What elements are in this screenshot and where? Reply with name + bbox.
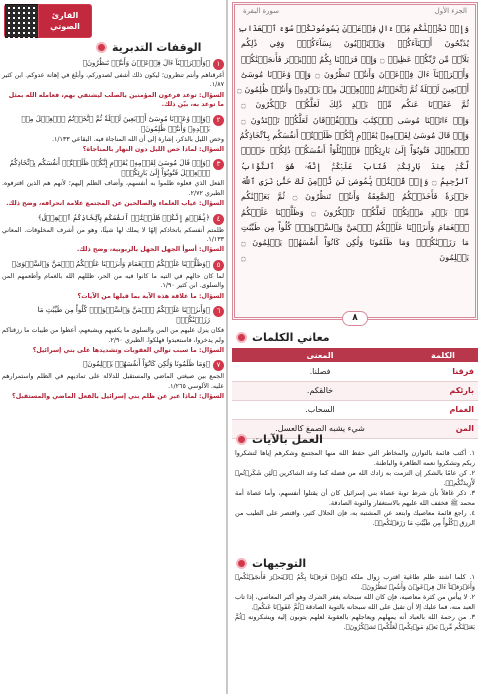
verse-text: ﴿وَأَنزَلۡنَا عَلَيۡكُمُ ٱلۡمَنَّ وَٱلسَّلۡوَىٰۖ كُلُواْ مِن طَيِّبَٰتِ مَا رَزَقۡنَٰكُمۡ﴾ [37, 306, 210, 325]
verse-row [2, 213, 224, 225]
meanings-table [232, 348, 478, 439]
mushaf-line: ٱلۡغَمَامَ وَأَنزَلۡنَا عَلَيۡكُمُ ٱلۡمَنَّ وَٱلسَّلۡوَىٰۖ كُلُواْ مِن طَيِّبَٰتِ [241, 221, 469, 232]
mushaf-line: أَرۡبَعِينَ لَيۡلَةٗ ثُمَّ ٱتَّخَذۡتُمُ ٱلۡعِجۡلَ مِنۢ بَعۡدِهِۦ وَأَنتُمۡ ظَٰلِمُونَ ۝ [237, 84, 469, 95]
meaning-cell: فصلنا. [232, 362, 408, 381]
mushaf-line: وَإِذۡ ءَاتَيۡنَا مُوسَى ٱلۡكِتَٰبَ وَٱلۡفُرۡقَانَ لَعَلَّكُمۡ تَهۡتَدُونَ ۝ [241, 114, 469, 125]
list-item [2, 213, 224, 255]
mushaf-page-header [243, 7, 467, 19]
verse-row [2, 305, 224, 325]
verse-text: ﴿وَظَلَّلۡنَا عَلَيۡكُمُ ٱلۡغَمَامَ وَأَنزَلۡنَا عَلَيۡكُمُ ٱلۡمَنَّ وَٱلسَّلۡوَىٰ﴾ [11, 259, 210, 268]
word-cell: الغمام [408, 400, 478, 419]
table-header-row [232, 348, 478, 362]
meaning-cell: شيء يشبه الصمغ كالعسل. [232, 419, 408, 438]
work-paragraph: ٢. كن عامًا بالشكر إن التزمت به زادك الله من فضله كما وعد الشاكرين ﴿لَئِن شَكَرۡتُمۡ لَأَزِيدَنَّكُمۡ﴾. [235, 469, 475, 487]
work-paragraph: ٤. راجع قائمة معاصيك وابتعد عن المشتبه به، فإن الحلال كثير، واقتصر على الطيب من الرزق ﴿كُلُواْ مِن طَيِّبَٰتِ مَا رَزَقۡنَٰكُمۡ﴾. [235, 509, 475, 527]
work-heading [232, 430, 478, 448]
verse-text: ﴿وَإِذۡ وَٰعَدۡنَا مُوسَىٰٓ أَرۡبَعِينَ لَيۡلَةٗ ثُمَّ ٱتَّخَذۡتُمُ ٱلۡعِجۡلَ مِنۢ بَعۡدِهِۦ وَأَنتُمۡ ظَٰلِمُونَ﴾ [21, 114, 210, 133]
heading-bullet-icon [236, 434, 247, 445]
mushaf-page [232, 2, 478, 323]
col-header-meaning: المعنى [232, 348, 408, 362]
commentary-text: الفعل الذي فعلوه ظلموا به أنفسهم، وأضاف الظلم إليهم؛ لأنهم هم الذين اقترفوه. الطبري ٢/٧٢. [2, 180, 224, 197]
heading-bullet-icon [236, 558, 247, 569]
guide-section [232, 554, 478, 632]
item-number-badge: ٧ [213, 360, 224, 371]
mushaf-line: مِّنۢ بَعۡدِ مَوۡتِكُمۡ لَعَلَّكُمۡ تَشۡكُرُونَ ۝ وَظَلَّلۡنَا عَلَيۡكُمُ [241, 206, 469, 217]
work-paragraph: ١. أكتب قائمة بالتوازن والمخاطر التي حفظ الله منها المجتمع وشكرهم إياها لتشكروا ربكم وتشكروا نعمه الظاهرة والباطنة. [235, 449, 475, 467]
mushaf-line: يُذَبِّحُونَ أَبۡنَآءَكُمۡ وَيَسۡتَحۡيُونَ نِسَآءَكُمۡۚ وَفِي ذَٰلِكُم [241, 38, 469, 49]
item-number-badge: ٢ [213, 115, 224, 126]
verse-row [2, 114, 224, 134]
heading-bullet-icon [236, 332, 247, 343]
meaning-cell: السحاب. [232, 400, 408, 419]
mushaf-lines [237, 21, 470, 266]
list-item [2, 158, 224, 208]
audio-reader-qr[interactable] [4, 4, 92, 38]
item-number-badge: ١ [213, 59, 224, 70]
meaning-cell: خالقكم. [232, 381, 408, 400]
list-item [2, 305, 224, 355]
juz-label: الجزء الأول [434, 7, 467, 15]
word-cell: فرقنا [408, 362, 478, 381]
mushaf-line: يَظۡلِمُونَ ۝ [241, 252, 469, 263]
meanings-title: معاني الكلمات [252, 330, 330, 344]
verse-text: ﴿وَأَغۡرَقۡنَآ ءَالَ فِرۡعَوۡنَ وَأَنتُمۡ تَنظُرُونَ﴾ [82, 59, 210, 67]
item-number-badge: ٤ [213, 214, 224, 225]
stops-title: الوقفات التدبرية [112, 40, 202, 54]
left-column [0, 0, 226, 694]
stops-heading [92, 38, 222, 56]
mushaf-line: جَهۡرَةٗ فَأَخَذَتۡكُمُ ٱلصَّٰعِقَةُ وَأَنتُمۡ تَنظُرُونَ ۝ ثُمَّ بَعَثۡنَٰكُم [241, 191, 469, 202]
guide-paragraph: ١. كلما اشتد ظلم طاغية اقترب زوال ملكه ﴿وَإِذۡ فَرَقۡنَا بِكُمُ ٱلۡبَحۡرَ فَأَنجَيۡنَٰكُمۡ وَأَغۡرَقۡنَآ ءَالَ فِرۡعَوۡنَ وَأَنتُمۡ تَنظُرُونَ﴾. [235, 573, 475, 591]
question-text: السؤال: لماذا خص الليل دون النهار بالمناجاة؟ [82, 146, 224, 154]
table-row [232, 362, 478, 381]
mushaf-line: لَّكُمۡ عِندَ بَارِئِكُمۡ فَتَابَ عَلَيۡكُمۡۚ إِنَّهُۥ هُوَ ٱلتَّوَّابُ [241, 160, 469, 171]
word-cell: بارئكم [408, 381, 478, 400]
table-row [232, 381, 478, 400]
col-header-word: الكلمة [408, 348, 478, 362]
commentary-text: لما كان حالهم في التيه ما كانوا فيه من الحر، ظللهم الله بالغمام وأطعمهم المن والسلوى. ابن كثير ١/٩٠. [2, 272, 224, 290]
question-text: السؤال: لماذا عبر عن ظلم بني إسرائيل بالفعل الماضي والمستقبل؟ [12, 393, 224, 401]
item-number-badge: ٦ [213, 306, 224, 317]
question-text: السؤال: ما علاقة هذه الآية بما قبلها من الآيات؟ [77, 292, 224, 300]
item-number-badge: ٥ [213, 260, 224, 271]
mushaf-line: بَلَآءٞ مِّن رَّبِّكُمۡ عَظِيمٞ ۝ وَإِذۡ فَرَقۡنَا بِكُمُ ٱلۡبَحۡرَ فَأَنجَيۡنَٰكُمۡ [241, 53, 469, 64]
work-section [232, 430, 478, 528]
commentary-text: وخص الليل بالذكر، إشارة إلى أن الله المناجاة فيه. البقاعي ١/١٣٣. [51, 135, 224, 143]
verse-row [2, 259, 224, 271]
guide-heading [232, 554, 478, 572]
guide-paragraphs [232, 572, 478, 632]
verse-row [2, 58, 224, 70]
commentary-text: الجمع بين صيغتي الماضي والمستقبل للدلالة على تماديهم في الظلم واستمرارهم عليه. الألوسي ١/٢٦٥. [2, 373, 224, 390]
verse-text: ﴿وَإِذۡ قَالَ مُوسَىٰ لِقَوۡمِهِۦ يَٰقَوۡمِ إِنَّكُمۡ ظَلَمۡتُمۡ أَنفُسَكُم بِٱتِّخَاذِكُمُ ٱلۡعِجۡلَ فَتُوبُوٓاْ إِلَىٰ بَارِئِكُمۡ﴾ [9, 159, 210, 178]
mushaf-line: مَا رَزَقۡنَٰكُمۡۚ وَمَا ظَلَمُونَا وَلَٰكِن كَانُوٓاْ أَنفُسَهُمۡ يَظۡلِمُونَ ۝ [241, 237, 469, 248]
qr-code-icon[interactable] [5, 4, 39, 38]
verse-text: ﴿وَمَا ظَلَمُونَا وَلَٰكِن كَانُوٓاْ أَنفُسَهُمۡ يَظۡلِمُونَ﴾ [83, 360, 210, 369]
mushaf-line: ٱلرَّحِيمُ ۝ وَإِذۡ قُلۡتُمۡ يَٰمُوسَىٰ لَن نُّؤۡمِنَ لَكَ حَتَّىٰ نَرَى ٱللَّهَ [241, 175, 470, 186]
work-paragraph: ٣. ذكر غافلاً بأن شرط توبة عصاة بني إسرائيل كان أن يقتلوا أنفسهم، وأما عصاة أمة محمد ﷺ فخفف الله عليهم بالاستغفار والتوبة الصادقة. [235, 489, 475, 507]
commentary-text: فكان ينزل عليهم من المن والسلوى ما يكفيهم ويشبعهم، أعطوا من طيبات ما رزقناكم ولم يدخروا، فاستعبدوا فهلكوا. الطبري ٢/٩٠. [2, 327, 224, 344]
work-title: العمل بالآيات [252, 432, 323, 446]
work-paragraphs [232, 448, 478, 528]
list-item [2, 114, 224, 155]
question-text: السؤال: غياب العلماء والصالحين عن المجتمع علامة انحرافه، وضح ذلك. [6, 200, 224, 208]
sura-label: سورة البقرة [243, 7, 280, 15]
question-text: السؤال: ما سبب توالي العقوبات وتشديدها على بني إسرائيل؟ [32, 346, 224, 354]
heading-bullet-icon [96, 42, 107, 53]
item-number-badge: ٣ [213, 159, 224, 170]
stops-list [2, 58, 224, 692]
mushaf-line: وَإِذۡ قَالَ مُوسَىٰ لِقَوۡمِهِۦ يَٰقَوۡمِ إِنَّكُمۡ ظَلَمۡتُمۡ أَنفُسَكُم بِٱتِّخَاذِكُمُ [239, 130, 469, 141]
mushaf-line: وَإِذۡ نَجَّيۡنَٰكُم مِّنۡ ءَالِ فِرۡعَوۡنَ يَسُومُونَكُمۡ سُوٓءَ ٱلۡعَذَابِ [238, 23, 469, 33]
question-text: السؤال: توعد فرعون المؤمنين بالصلب ليشتفي بهم، فعامله الله بمثل ما توعد به، بيّن ذلك. [8, 91, 224, 109]
table-row [232, 400, 478, 419]
commentary-text: ظلمتم أنفسكم باتخاذكم إلهًا لا يملك لها شيئًا، وهو من أشرف المخلوقات. المعاني ١/١٣٣. [2, 226, 224, 244]
verse-row [2, 158, 224, 178]
verse-row [2, 359, 224, 371]
meanings-heading [232, 328, 478, 346]
list-item [2, 359, 224, 401]
page-number: ٨ [342, 311, 368, 326]
question-text: السؤال: أسوأ الجهل الجهل بالربوبية، وضح ذلك. [76, 246, 224, 254]
qr-label-line2: الصوتي [50, 22, 80, 31]
guide-paragraph: ٣. من رحمة الله بالعباد أنه يمهلهم ويعاجلهم بالعقوبة لعلهم يتوبون إليه ويشكرونه ﴿ثُمَّ بَعَثۡنَٰكُم مِّنۢ بَعۡدِ مَوۡتِكُمۡ لَعَلَّكُمۡ تَشۡكُرُونَ﴾. [235, 613, 475, 631]
audio-reader-label [39, 5, 91, 37]
mushaf-line: ٱلۡعِجۡلَ فَتُوبُوٓاْ إِلَىٰ بَارِئِكُمۡ فَٱقۡتُلُوٓاْ أَنفُسَكُمۡ ذَٰلِكُمۡ خَيۡرٞ [241, 145, 469, 156]
mushaf-line: ثُمَّ عَفَوۡنَا عَنكُم مِّنۢ بَعۡدِ ذَٰلِكَ لَعَلَّكُمۡ تَشۡكُرُونَ ۝ [241, 99, 469, 110]
word-cell: المن [408, 419, 478, 438]
qr-label-line1: القارئ [51, 11, 79, 20]
guide-paragraph: ٢. لا ييأس من كثرة معاصيه، فإن كان الله سبحانه يغفر الشرك وهو أكبر المعاصي، إذا تاب العبد منه، فما عليك إلا أن تقبل على الله سبحانه بالتوبة الصادقة ﴿ثُمَّ عَفَوۡنَا عَنكُم﴾. [235, 593, 475, 611]
column-divider [226, 0, 228, 694]
guide-title: التوجيهات [252, 556, 307, 570]
mushaf-line: وَأَغۡرَقۡنَآ ءَالَ فِرۡعَوۡنَ وَأَنتُمۡ تَنظُرُونَ ۝ وَإِذۡ وَٰعَدۡنَا مُوسَىٰٓ [241, 68, 470, 79]
commentary-text: أغرقناهم وأنتم تنظرون؛ ليكون ذلك أشفى لصدوركم، وأبلغ في إهانة عدوكم. ابن كثير ١/٨٧. [2, 72, 224, 89]
right-column [230, 0, 482, 694]
list-item [2, 58, 224, 110]
list-item [2, 259, 224, 301]
meanings-section [232, 328, 478, 439]
verse-text: ﴿يَٰقَوۡمِ إِنَّكُمۡ ظَلَمۡتُمۡ أَنفُسَكُم بِٱتِّخَاذِكُمُ ٱلۡعِجۡلَ﴾ [37, 213, 210, 222]
